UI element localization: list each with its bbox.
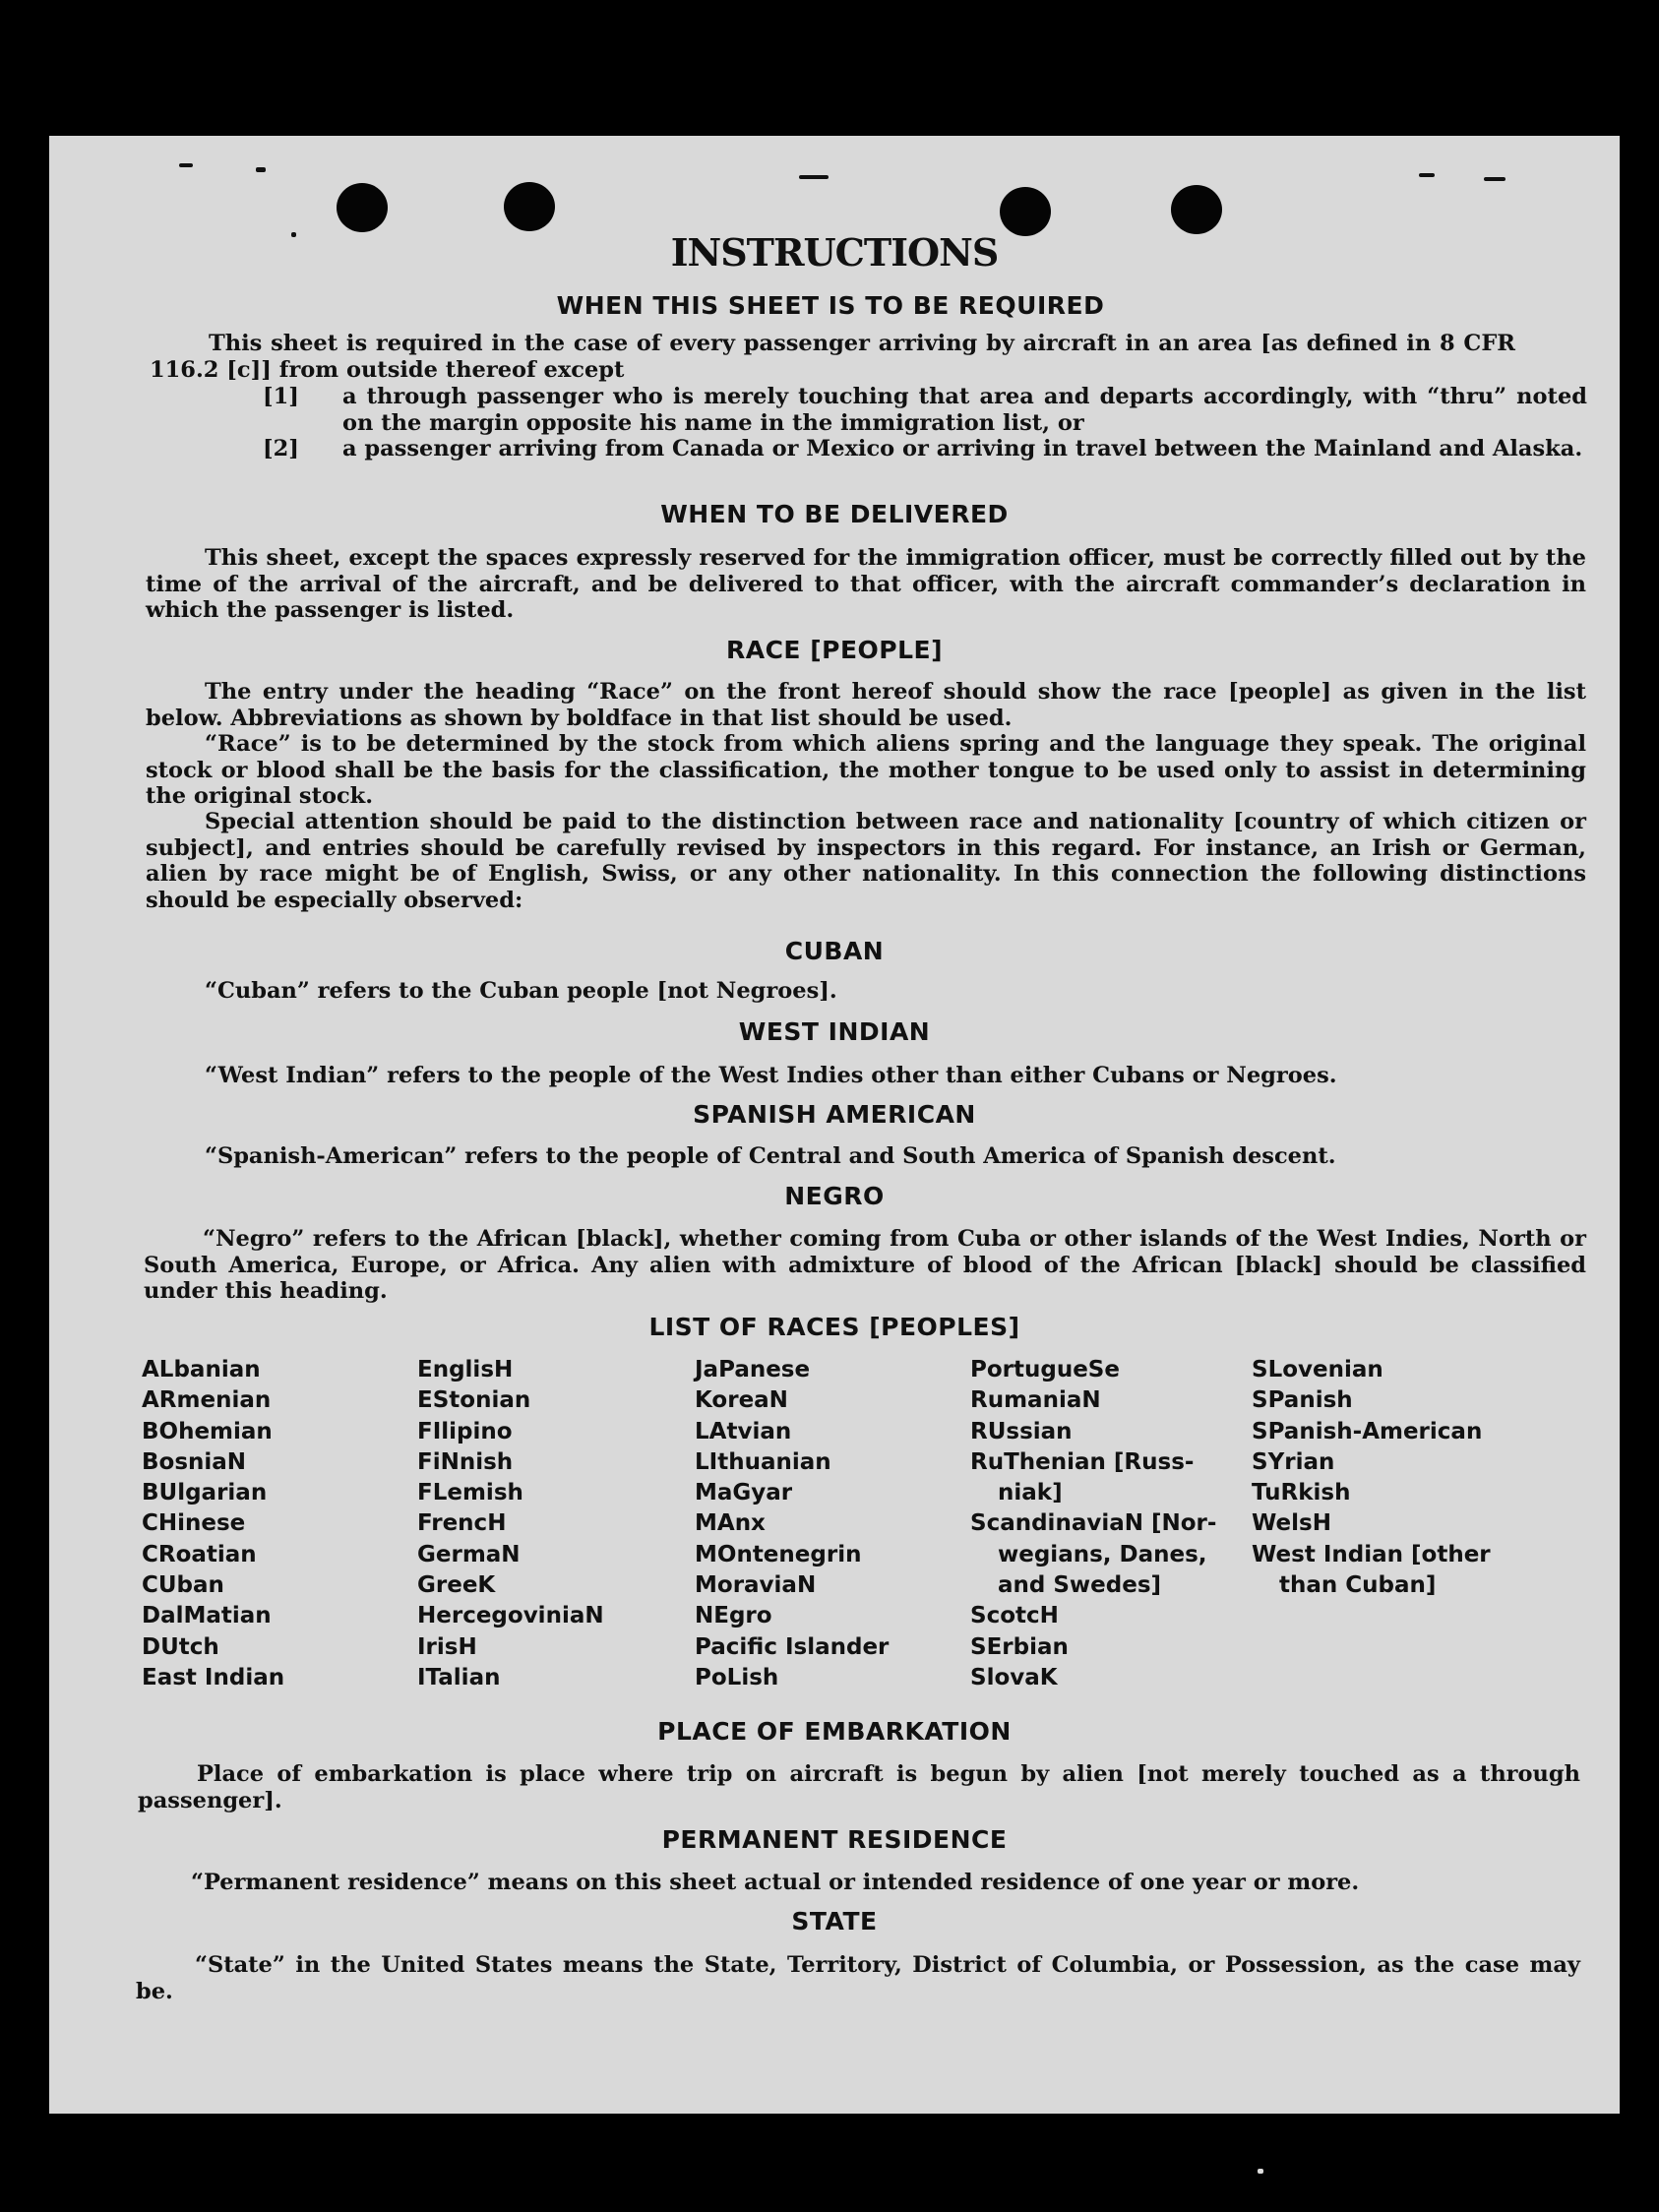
race-list-item: ARmenian [142,1387,272,1414]
race-list-item: BOhemian [142,1418,273,1444]
scan-speck [1258,2169,1263,2174]
race-list-item: BosniaN [142,1448,247,1475]
race-list-item: EnglisH [417,1357,514,1382]
state-text [136,1952,1580,2004]
race-list-item: MOntenegrin [695,1541,862,1567]
west-indian-text: “West Indian” refers to the people of the West Indies other than either Cubans or Negroes. [205,1063,1337,1088]
section-heading-spanish-american: SPANISH AMERICAN [693,1100,976,1129]
embarkation-text [138,1761,1580,1813]
race-list-item: RumaniaN [970,1387,1101,1414]
race-list-item: FLemish [417,1480,523,1506]
state-text-body: “State” in the United States means the State, Territory, District of Columbia, or Possession, as the case may be. [136,1952,1580,2004]
section-heading-required: WHEN THIS SHEET IS TO BE REQUIRED [556,291,1105,320]
delivered-text [146,545,1586,624]
required-item-2-text: a passenger arriving from Canada or Mexico or arriving in travel between the Mainland and Alaska. [342,436,1583,461]
embarkation-text-body: Place of embarkation is place where trip on aircraft is begun by alien [not merely touched as a through passenger]. [138,1761,1580,1813]
race-list-item: SYrian [1252,1448,1335,1475]
required-intro [150,331,1515,383]
race-list-item-continuation: than Cuban] [1279,1572,1437,1599]
race-list-item: Pacific Islander [695,1633,890,1660]
race-paragraph-2 [146,731,1586,810]
race-list-item-continuation: and Swedes] [998,1572,1162,1599]
punch-hole [337,183,388,232]
scan-speck [799,175,829,179]
race-list-item: ALbanian [142,1357,261,1382]
negro-text-body: “Negro” refers to the African [black], whether coming from Cuba or other islands of the West Indies, North or South America, Europe, or Africa. Any alien with admixture of blood of the African [black] should be classified under this heading. [144,1226,1586,1304]
race-list-item: GreeK [417,1572,496,1599]
race-list-item: MaGyar [695,1480,793,1506]
race-list-item: FrencH [417,1510,507,1537]
race-list-item: EStonian [417,1387,531,1414]
section-heading-race: RACE [PEOPLE] [725,636,944,664]
section-heading-embarkation: PLACE OF EMBARKATION [657,1717,1012,1746]
punch-hole [1171,185,1222,234]
race-list-item: LAtvian [695,1418,792,1444]
race-list-item: East Indian [142,1664,285,1690]
race-paragraph-3 [146,809,1586,913]
race-list-item: FIlipino [417,1418,513,1444]
document-page [49,136,1620,2114]
section-heading-negro: NEGRO [784,1182,885,1210]
section-heading-list-of-races: LIST OF RACES [PEOPLES] [648,1313,1020,1341]
race-paragraph-2-text: “Race” is to be determined by the stock from which aliens spring and the language they speak. The original stock or blood shall be the basis for the classification, the mother tongue to be used only to assist in determining the original stock. [146,731,1586,809]
race-column-2 [417,1355,604,1693]
section-heading-cuban: CUBAN [784,937,885,965]
required-item-1-text: a through passenger who is merely touching that area and departs accordingly, with “thru” noted on the margin opposite his name in the immigration list, or [342,384,1587,436]
race-list-item: IrisH [417,1633,477,1660]
section-heading-residence: PERMANENT RESIDENCE [661,1825,1008,1854]
delivered-text-body: This sheet, except the spaces expressly reserved for the immigration officer, must be correctly filled out by the time of the arrival of the aircraft, and be delivered to that officer, with the aircraft commander’s declaration in which the passenger is listed. [146,545,1586,623]
required-item-1-number: [1] [263,384,299,409]
scan-speck [1419,173,1435,177]
race-list-item: SPanish-American [1252,1418,1483,1444]
required-item-2-number: [2] [263,436,299,461]
required-intro-text: This sheet is required in the case of every passenger arriving by aircraft in an area [as defined in 8 CFR 116.2 [c]] from outside thereof except [150,331,1515,383]
race-list-item: KoreaN [695,1387,788,1414]
race-list-item: SLovenian [1252,1357,1383,1382]
race-list-item: ScandinaviaN [Nor- [970,1510,1217,1537]
race-list-item: PortugueSe [970,1357,1120,1382]
section-heading-west-indian: WEST INDIAN [738,1017,931,1046]
race-list-item: PoLish [695,1664,779,1690]
section-heading-delivered: WHEN TO BE DELIVERED [660,500,1009,528]
race-list-item: ITalian [417,1664,501,1690]
race-list-item: SlovaK [970,1664,1058,1690]
race-list-item: RuThenian [Russ- [970,1448,1195,1475]
residence-text: “Permanent residence” means on this sheet actual or intended residence of one year or more. [191,1870,1360,1895]
race-list-item: BUlgarian [142,1480,268,1506]
race-paragraph-1 [146,679,1586,731]
race-list-item: CHinese [142,1510,246,1537]
race-column-4 [970,1355,1216,1693]
race-list-item: JaPanese [695,1357,811,1382]
punch-hole [504,182,555,231]
race-paragraph-1-text: The entry under the heading “Race” on the front hereof should show the race [people] as given in the list below. Abbreviations as shown by boldface in that list should be used. [146,679,1586,731]
race-list-item: LIthuanian [695,1448,831,1475]
race-list-item: CRoatian [142,1541,257,1567]
race-column-3 [695,1355,889,1693]
race-list-item: NEgro [695,1603,772,1629]
race-list-item: SErbian [970,1633,1069,1660]
race-list-item: CUban [142,1572,224,1599]
race-column-5 [1252,1355,1491,1601]
section-heading-state: STATE [791,1907,878,1936]
race-list [49,1355,1620,1709]
race-column-1 [142,1355,284,1693]
race-list-item-continuation: niak] [998,1480,1063,1506]
race-list-item: DalMatian [142,1603,272,1629]
scan-speck [179,163,193,167]
negro-text [144,1226,1586,1305]
race-list-item: FiNnish [417,1448,514,1475]
race-list-item: ScotcH [970,1603,1059,1629]
race-list-item: RUssian [970,1418,1073,1444]
race-list-item: MAnx [695,1510,766,1537]
scan-speck [256,167,266,172]
race-list-item-continuation: wegians, Danes, [998,1541,1207,1567]
race-list-item: MoraviaN [695,1572,817,1599]
cuban-text: “Cuban” refers to the Cuban people [not Negroes]. [205,978,837,1004]
race-list-item: WelsH [1252,1510,1331,1537]
spanish-american-text: “Spanish-American” refers to the people of Central and South America of Spanish descent. [205,1143,1336,1169]
race-list-item: GermaN [417,1541,521,1567]
race-list-item: TuRkish [1252,1480,1351,1506]
race-list-item: West Indian [other [1252,1541,1491,1567]
page-title: INSTRUCTIONS [670,230,999,275]
race-list-item: HercegoviniaN [417,1603,604,1629]
race-paragraph-3-text: Special attention should be paid to the distinction between race and nationality [country of which citizen or subject], and entries should be carefully revised by inspectors in this regard. For instance, an Irish or German, alien by race might be of English, Swiss, or any other nationality. In this connection the following distinctions should be especially observed: [146,809,1586,913]
punch-hole [1000,187,1051,236]
race-list-item: SPanish [1252,1387,1353,1414]
scan-speck [1484,177,1505,181]
race-list-item: DUtch [142,1633,219,1660]
